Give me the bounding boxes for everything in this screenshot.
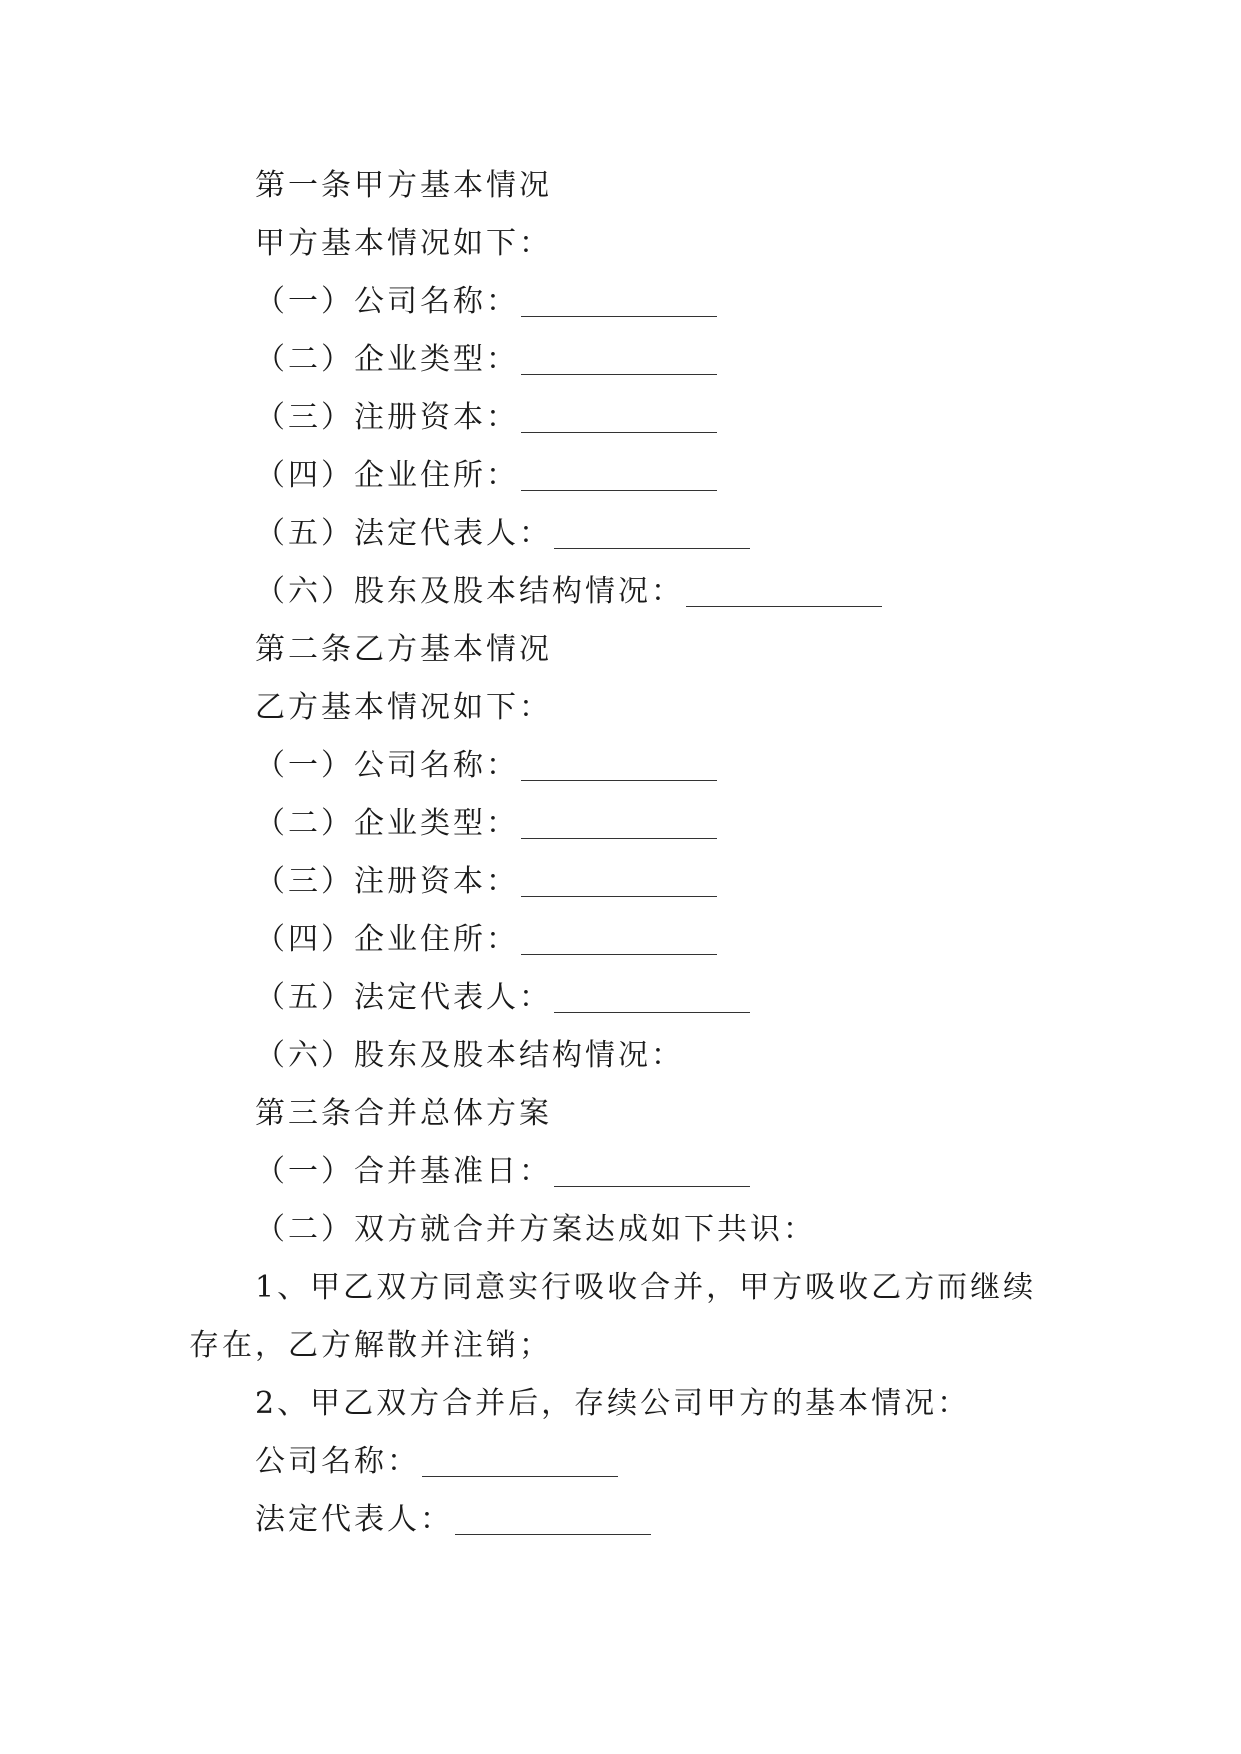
field-label: （五）法定代表人： xyxy=(255,980,552,1015)
fill-in-blank xyxy=(554,982,750,1013)
section1-intro: 甲方基本情况如下： xyxy=(255,226,552,261)
fill-in-blank xyxy=(521,750,717,781)
field-label: （五）法定代表人： xyxy=(255,516,552,551)
field-label: （二）企业类型： xyxy=(255,342,519,377)
field-label: （六）股东及股本结构情况： xyxy=(255,574,684,609)
fill-in-blank xyxy=(521,866,717,897)
section1-item-enterprise-type xyxy=(189,331,1069,389)
section2-item-shareholders xyxy=(189,1027,1069,1085)
section2-intro: 乙方基本情况如下： xyxy=(255,690,552,725)
field-label: （四）企业住所： xyxy=(255,922,519,957)
field-label: （一）合并基准日： xyxy=(255,1154,552,1189)
section1-heading: 第一条甲方基本情况 xyxy=(255,168,552,203)
section2-item-company-name xyxy=(189,737,1069,795)
section2-item-legal-rep xyxy=(189,969,1069,1027)
section3-consensus: （二）双方就合并方案达成如下共识： xyxy=(255,1212,816,1247)
section2-item-address xyxy=(189,911,1069,969)
section1-item-company-name xyxy=(189,273,1069,331)
fill-in-blank xyxy=(521,344,717,375)
field-label: （一）公司名称： xyxy=(255,748,519,783)
section1-item-address xyxy=(189,447,1069,505)
field-label: （二）企业类型： xyxy=(255,806,519,841)
fill-in-blank xyxy=(521,402,717,433)
field-label: （三）注册资本： xyxy=(255,400,519,435)
section3-heading: 第三条合并总体方案 xyxy=(255,1096,552,1131)
section3-base-date xyxy=(189,1143,1069,1201)
fill-in-blank xyxy=(521,808,717,839)
section3-company-name xyxy=(189,1433,1069,1491)
fill-in-blank xyxy=(422,1446,618,1477)
section1-item-shareholders xyxy=(189,563,1069,621)
field-label: 公司名称： xyxy=(255,1444,420,1479)
document-body xyxy=(189,157,1069,1549)
fill-in-blank xyxy=(554,1156,750,1187)
fill-in-blank xyxy=(455,1504,651,1535)
fill-in-blank xyxy=(554,518,750,549)
fill-in-blank xyxy=(521,286,717,317)
section2-heading: 第二条乙方基本情况 xyxy=(255,632,552,667)
field-label: （三）注册资本： xyxy=(255,864,519,899)
section3-clause-2: 2、甲乙双方合并后，存续公司甲方的基本情况： xyxy=(255,1386,971,1421)
field-label: 法定代表人： xyxy=(255,1502,453,1537)
section3-clause-1: 1、甲乙双方同意实行吸收合并，甲方吸收乙方而继续存在，乙方解散并注销； xyxy=(189,1270,1037,1363)
fill-in-blank xyxy=(521,460,717,491)
field-label: （一）公司名称： xyxy=(255,284,519,319)
field-label: （四）企业住所： xyxy=(255,458,519,493)
field-label: （六）股东及股本结构情况： xyxy=(255,1038,684,1073)
section2-item-enterprise-type xyxy=(189,795,1069,853)
fill-in-blank xyxy=(521,924,717,955)
section2-item-registered-capital xyxy=(189,853,1069,911)
section1-item-registered-capital xyxy=(189,389,1069,447)
fill-in-blank xyxy=(686,576,882,607)
section3-legal-rep xyxy=(189,1491,1069,1549)
section1-item-legal-rep xyxy=(189,505,1069,563)
